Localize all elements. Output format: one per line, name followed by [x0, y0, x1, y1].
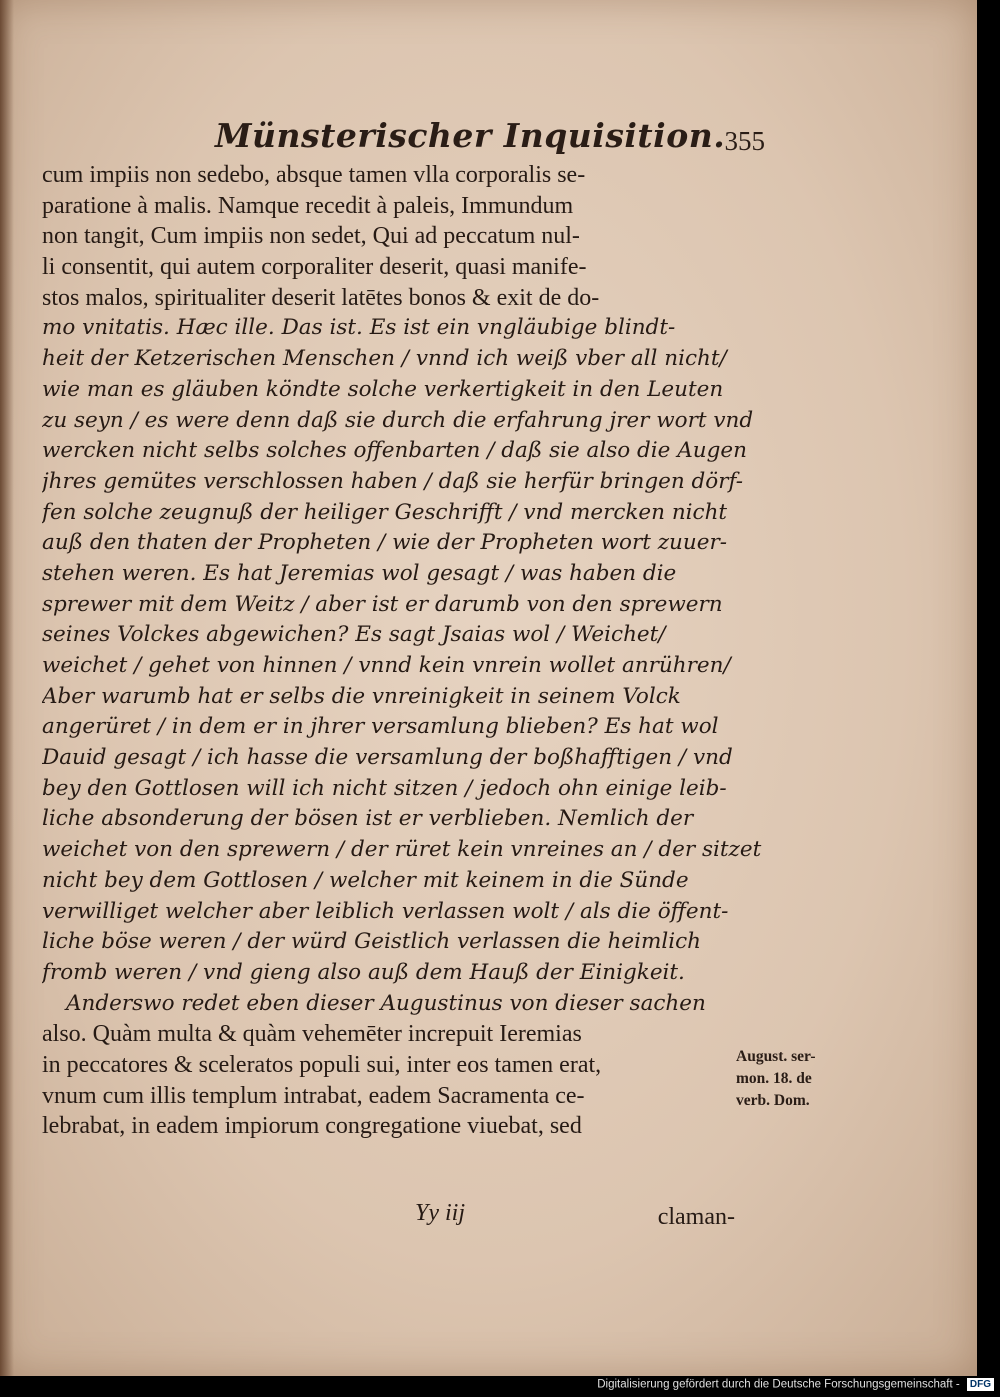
credit-text: Digitalisierung gefördert durch die Deutsche Forschungsgemeinschaft - — [597, 1378, 960, 1391]
marginal-note-line: mon. 18. de — [736, 1070, 812, 1087]
text-line: vnum cum illis templum intrabat, eadem Sacramenta ce- — [42, 1082, 585, 1109]
text-line: stehen weren. Es hat Jeremias wol gesagt / was haben die — [42, 560, 677, 586]
text-line: nicht bey dem Gottlosen / welcher mit keinem in die Sünde — [42, 867, 689, 893]
text-line: liche absonderung der bösen ist er verblieben. Nemlich der — [42, 806, 694, 832]
text-line: verwilliget welcher aber leiblich verlassen wolt / als die öffent- — [42, 898, 729, 924]
text-line: bey den Gottlosen will ich nicht sitzen / jedoch ohn einige leib- — [42, 775, 727, 801]
text-line: lebrabat, in eadem impiorum congregatione viuebat, sed — [42, 1113, 582, 1140]
text-line: auß den thaten der Propheten / wie der Propheten wort zuuer- — [42, 530, 728, 556]
signature-mark: Yy iij — [415, 1200, 466, 1226]
dfg-logo: DFG — [967, 1378, 994, 1391]
text-line: mo vnitatis. Hæc ille. Das ist. Es ist ein vngläubige blindt- — [42, 315, 676, 341]
text-line: fen solche zeugnuß der heiliger Geschrifft / vnd mercken nicht — [42, 499, 728, 525]
marginal-note-line: verb. Dom. — [736, 1092, 810, 1109]
text-line: Dauid gesagt / ich hasse die versamlung der boßhafftigen / vnd — [42, 745, 733, 771]
catchword: claman- — [657, 1204, 735, 1230]
text-line: zu seyn / es were denn daß sie durch die erfahrung jrer wort vnd — [42, 407, 754, 433]
text-line: heit der Ketzerischen Menschen / vnnd ich weiß vber all nicht/ — [42, 346, 727, 372]
page-edge-shadow — [0, 0, 14, 1376]
page-footer — [415, 1200, 735, 1240]
text-line: non tangit, Cum impiis non sedet, Qui ad peccatum nul- — [42, 223, 580, 250]
text-line: weichet von den sprewern / der rüret kein vnreines an / der sitzet — [42, 837, 762, 863]
text-line: liche böse weren / der würd Geistlich verlassen die heimlich — [42, 929, 702, 955]
text-line: in peccatores & sceleratos populi sui, inter eos tamen erat, — [42, 1051, 602, 1078]
marginal-note-line: August. ser- — [736, 1048, 816, 1065]
text-line: paratione à malis. Namque recedit à paleis, Immundum — [42, 192, 574, 219]
running-title: Münsterischer Inquisition. — [215, 116, 726, 155]
digitization-credit — [597, 1378, 994, 1394]
text-line: Aber warumb hat er selbs die vnreinigkeit in seinem Volck — [42, 683, 681, 709]
text-line: Anderswo redet eben dieser Augustinus von dieser sachen — [66, 990, 706, 1016]
text-line: seines Volckes abgewichen? Es sagt Jsaias wol / Weichet/ — [42, 622, 666, 648]
body-text — [42, 160, 762, 1142]
text-line: cum impiis non sedebo, absque tamen vlla corporalis se- — [42, 162, 586, 188]
text-line: stos malos, spiritualiter deserit latētes bonos & exit de do- — [42, 284, 600, 311]
page-number: 355 — [724, 126, 765, 156]
marginal-note — [736, 1046, 856, 1112]
text-line: sprewer mit dem Weitz / aber ist er darumb von den sprewern — [42, 591, 723, 617]
text-line: jhres gemütes verschlossen haben / daß sie herfür bringen dörf- — [42, 468, 743, 494]
text-line: li consentit, qui autem corporaliter deserit, quasi manife- — [42, 254, 587, 281]
text-line: angerüret / in dem er in jhrer versamlung blieben? Es hat wol — [42, 714, 719, 740]
text-line: weichet / gehet von hinnen / vnnd kein vnrein wollet anrühren/ — [42, 653, 731, 678]
page-header — [215, 116, 765, 166]
text-line: also. Quàm multa & quàm vehemēter increpuit Ieremias — [42, 1021, 582, 1048]
text-line: wie man es gläuben köndte solche verkertigkeit in den Leuten — [42, 376, 724, 402]
text-line: wercken nicht selbs solches offenbarten / daß sie also die Augen — [42, 438, 747, 464]
text-line: fromb weren / vnd gieng also auß dem Hauß der Einigkeit. — [42, 959, 685, 985]
